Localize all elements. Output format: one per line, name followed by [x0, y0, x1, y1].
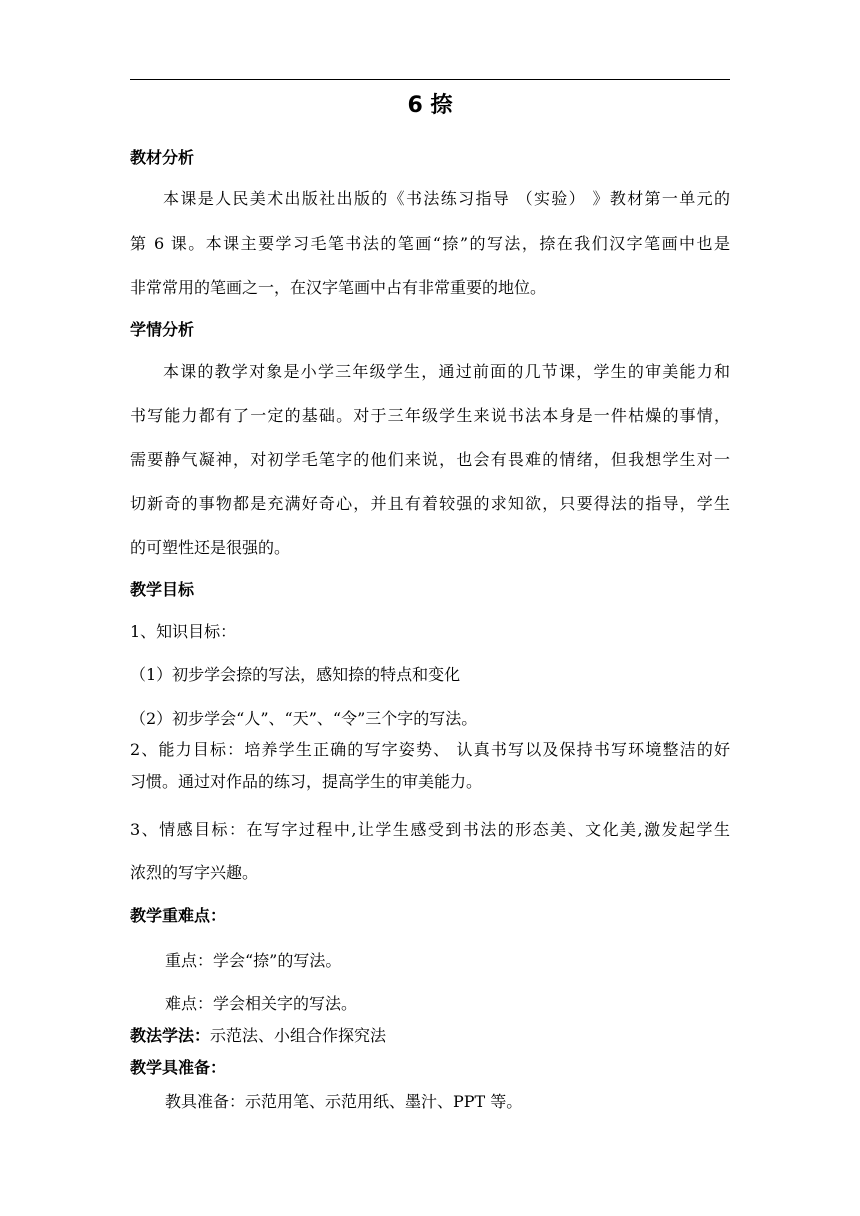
methods-line — [130, 1026, 730, 1046]
goal-knowledge-item: （1）初步学会捺的写法，感知捺的特点和变化 — [130, 665, 461, 684]
goal-knowledge-title: 1、知识目标： — [130, 622, 237, 641]
goal-ability-line: 2、能力目标：培养学生正确的写字姿势、 认真书写以及保持书写环境整洁的好 — [130, 740, 730, 759]
section-heading-goals: 教学目标 — [130, 580, 195, 599]
paragraph-line: 本课的教学对象是小学三年级学生，通过前面的几节课，学生的审美能力和 — [163, 362, 730, 381]
section-heading-material: 教材分析 — [130, 148, 195, 167]
goal-ability-line: 习惯。通过对作品的练习，提高学生的审美能力。 — [130, 772, 483, 791]
paragraph-line: 书写能力都有了一定的基础。对于三年级学生来说书法本身是一件枯燥的事情， — [130, 406, 730, 425]
paragraph-line: 需要静气凝神，对初学毛笔字的他们来说，也会有畏难的情绪，但我想学生对一 — [130, 450, 730, 469]
goal-knowledge-item: （2）初步学会“人”、“天”、“令”三个字的写法。 — [130, 709, 478, 728]
methods-label: 教法学法： — [130, 1026, 211, 1045]
paragraph-line: 切新奇的事物都是充满好奇心，并且有着较强的求知欲，只要得法的指导，学生 — [130, 494, 730, 513]
section-heading-preparation: 教学具准备： — [130, 1058, 227, 1077]
section-heading-key-points: 教学重难点： — [130, 906, 227, 925]
preparation-text: 教具准备：示范用笔、示范用纸、墨汁、PPT 等。 — [165, 1092, 523, 1111]
paragraph-line: 的可塑性还是很强的。 — [130, 538, 291, 557]
paragraph-line: 非常常用的笔画之一，在汉字笔画中占有非常重要的地位。 — [130, 278, 547, 297]
methods-text: 示范法、小组合作探究法 — [210, 1026, 387, 1045]
goal-emotion-line: 3、情感目标：在写字过程中,让学生感受到书法的形态美、文化美,激发起学生 — [130, 820, 730, 839]
goal-emotion-line: 浓烈的写字兴趣。 — [130, 863, 259, 882]
header-rule — [130, 79, 730, 80]
key-point-focus: 重点：学会“捺”的写法。 — [165, 951, 342, 970]
paragraph-line: 本课是人民美术出版社出版的《书法练习指导 （实验） 》教材第一单元的 — [163, 189, 730, 208]
section-heading-students: 学情分析 — [130, 320, 195, 339]
paragraph-line: 第 6 课。本课主要学习毛笔书法的笔画“捺”的写法，捺在我们汉字笔画中也是 — [130, 234, 730, 253]
page-title: 6 捺 — [407, 93, 453, 118]
key-point-difficulty: 难点：学会相关字的写法。 — [165, 994, 358, 1013]
